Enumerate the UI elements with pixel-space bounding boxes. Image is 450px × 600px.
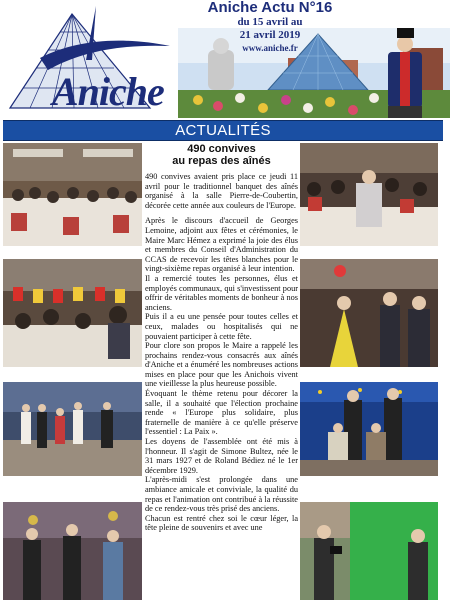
masthead: [0, 0, 450, 118]
photo-dancing: [3, 382, 142, 476]
article-paragraph: 490 convives avaient pris place ce jeudi 11 avril pour le traditionnel banquet des aînés organisé à la salle Pierre-de-Coubertin, décorée cette année aux couleurs de l'Europe.: [145, 172, 298, 210]
section-bar: [3, 120, 443, 141]
photo-serving-tables: [300, 143, 438, 246]
article-paragraph: Évoquant le thème retenu pour décorer la salle, il a souhaité que l'élection prochaine rende « l'Europe plus solidaire, plus fraternelle de manière à ce qu'elle préserve l'essentiel : La Paix ».: [145, 389, 298, 437]
issue-info: [200, 0, 340, 53]
article: [145, 142, 298, 600]
issue-dates-line2: 21 avril 2019: [239, 29, 301, 41]
article-paragraph: Chacun est rentré chez soi le cœur léger, la tête pleine de souvenirs et avec une: [145, 513, 298, 533]
aniche-logo-text: Aniche: [52, 69, 164, 114]
photo-mayor-group: [3, 502, 142, 600]
article-paragraph: Pour clore son propos le Maire a rappelé les prochains rendez-vous consacrés aux aînés d'Aniche et a énuméré les nombreuses actions mises en place pour que les Anichois vivent une vieillesse la plus heureuse possible.: [145, 341, 298, 389]
article-headline: [145, 143, 298, 167]
article-paragraph: Après le discours d'accueil de Georges Lemoine, adjoint aux fêtes et cérémonies, le Maire Marc Hémez a exprimé la joie des élus et membres du Conseil d'Administration du CCAS de recevoir les têtes blanches pour le vingt-sixième repas organisé à leur intention.: [145, 216, 298, 274]
photo-guests-flags: [3, 259, 142, 367]
section-title: ACTUALITÉS: [175, 122, 271, 139]
photo-photographer: [300, 502, 438, 600]
photo-doyens-honoured: [300, 382, 438, 476]
article-paragraph: Les doyens de l'assemblée ont été mis à l'honneur. Il s'agit de Simone Bultez, née le 31 mars 1927 et de Roland Bédiez né le 1er décembre 1929.: [145, 437, 298, 475]
issue-dates-line1: du 15 avril au: [237, 16, 303, 28]
headline-line2: au repas des aînés: [172, 155, 271, 167]
article-paragraph: Puis il a eu une pensée pour toutes celles et ceux, malades ou hospitalisés qui ne pouvaient participer à cette fête.: [145, 312, 298, 341]
photo-banquet-hall: [3, 143, 142, 246]
website-link[interactable]: www.aniche.fr: [242, 43, 298, 53]
article-body: [145, 172, 298, 533]
article-paragraph: L'après-midi s'est prolongée dans une ambiance amicale et conviviale, la qualité du repas et l'animation ont contribué à la réussite de ce rendez-vous très prisé des anciens.: [145, 475, 298, 514]
headline-line1: 490 convives: [187, 143, 256, 155]
photo-performer: [300, 259, 438, 367]
issue-title: Aniche Actu N°16: [207, 0, 333, 16]
article-paragraph: Il a remercié toutes les personnes, élus et employés communaux, qui s'investissent pour offrir de véritables moments de bonheur à nos anciens.: [145, 273, 298, 312]
